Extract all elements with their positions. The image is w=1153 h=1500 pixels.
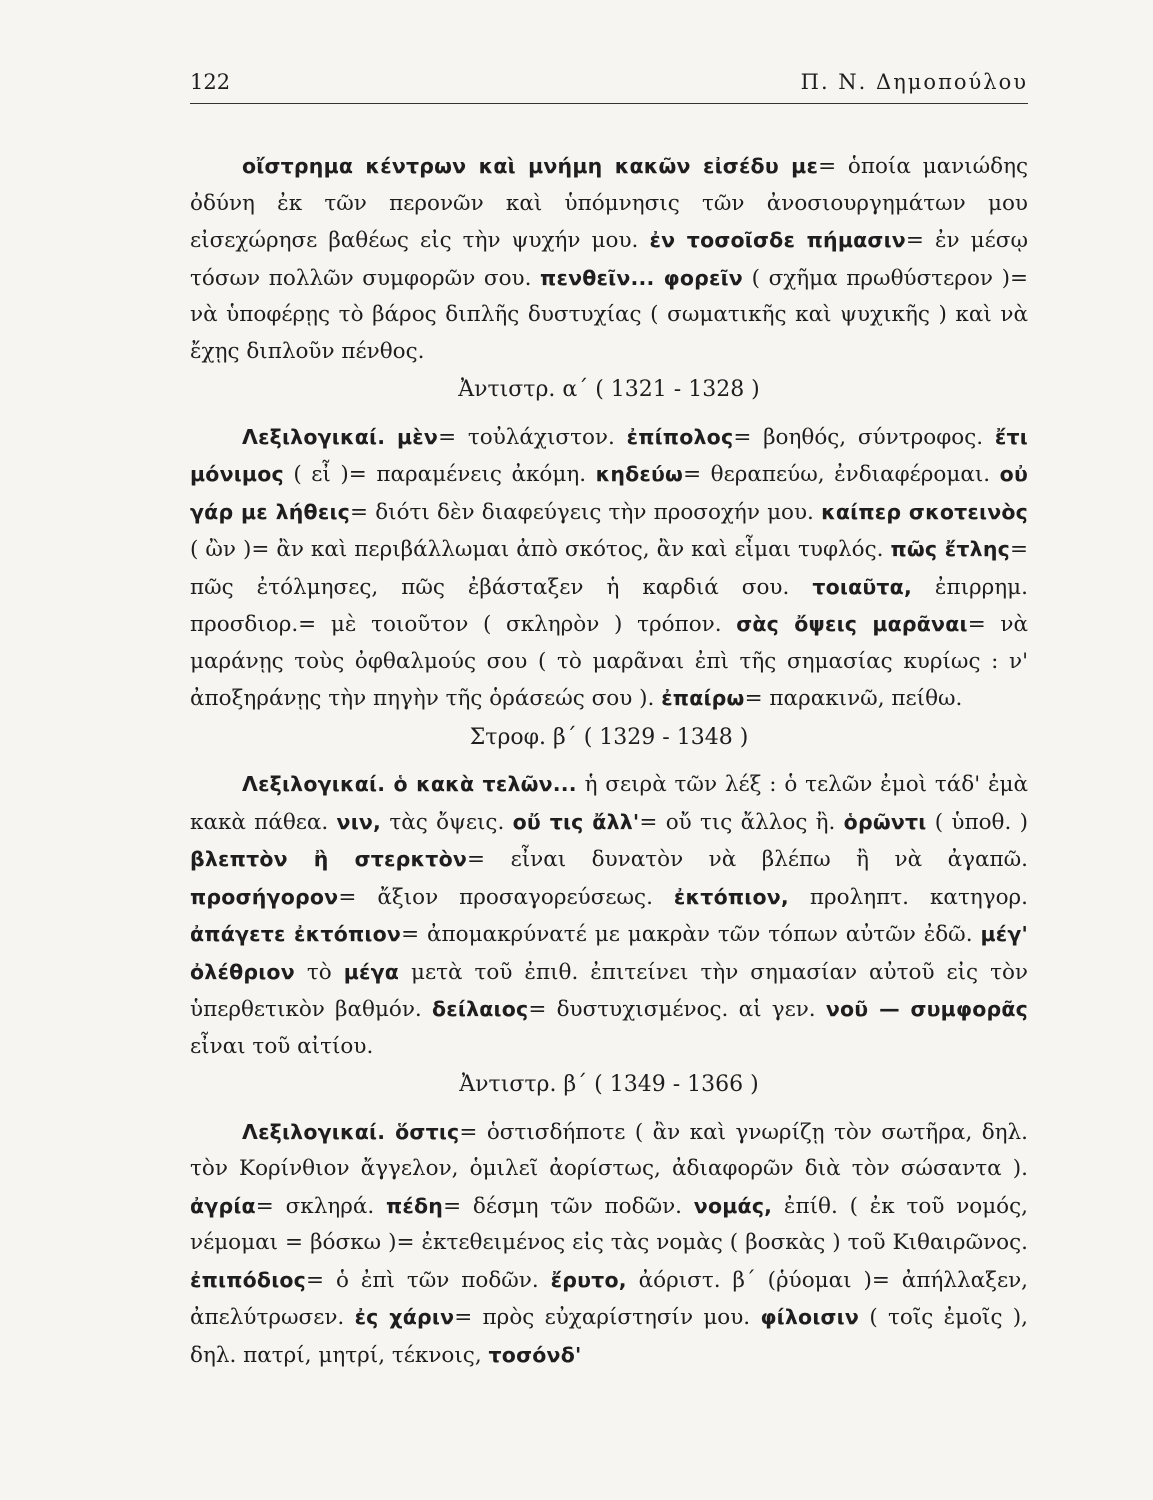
gloss-text: ( σχῆμα πρωθύστερον )= νὰ ὑποφέρῃς τὸ βάρος διπλῆς δυστυχίας ( σωματικῆς καὶ ψυχικῆς ) καὶ νὰ ἔχῃς διπλοῦν πένθος. (190, 265, 1028, 364)
lemma-term: ἐπαίρω (661, 686, 745, 710)
lemma-term: οὐ γάρ με λήθεις (190, 462, 1028, 524)
gloss-text: = ἀπομακρύνατέ με μακρὰν τῶν τόπων αὐτῶν ἐδῶ. (401, 922, 981, 947)
commentary-body (190, 148, 1028, 1374)
lemma-term: μέγα (343, 959, 400, 984)
gloss-text: = ὁ ἐπὶ τῶν ποδῶν. (306, 1267, 551, 1293)
gloss-text: προληπτ. κατηγορ. (788, 884, 1028, 910)
commentary-paragraph (190, 419, 1028, 718)
gloss-text: = ἐν μέσῳ τόσων πολλῶν συμφορῶν σου. (190, 228, 1028, 291)
lemma-term: προσήγορον (190, 884, 339, 909)
lemma-term: ὁρῶντι (843, 809, 927, 834)
gloss-text: ( ὑποθ. ) (926, 809, 1028, 835)
lemma-term: τοιαῦτα, (812, 574, 912, 599)
gloss-text: μετὰ τοῦ ἐπιθ. ἐπιτείνει τὴν σημασίαν αὐτοῦ εἰς τὸν ὑπερθετικὸν βαθμόν. (190, 959, 1028, 1022)
gloss-text: τὰς ὄψεις. (381, 809, 513, 835)
section-heading: Ἀντιστρ. α΄ ( 1321 - 1328 ) (458, 377, 760, 402)
lemma-term: νομάς, (693, 1193, 773, 1218)
lemma-term: μὲν (397, 424, 439, 449)
lemma-term: νοῦ — συμφορᾶς (825, 997, 1029, 1021)
gloss-text: = δυστυχισμένος. αἱ γεν. (528, 997, 826, 1022)
lemma-term: ἔρυτο, (550, 1267, 627, 1292)
commentary-paragraph (190, 766, 1028, 1065)
gloss-text: = οὔ τις ἄλλος ἢ. (639, 809, 844, 835)
gloss-text: ἡ σειρὰ τῶν λέξ : ὁ τελῶν ἐμοὶ τάδ' ἐμὰ κακὰ πάθεα. (190, 772, 1029, 835)
section-heading: Ἀντιστρ. β΄ ( 1349 - 1366 ) (459, 1072, 759, 1097)
gloss-text: = ὁστισδήποτε ( ἂν καὶ γνωρίζῃ τὸν σωτῆρα, δηλ. τὸν Κορίνθιον ἄγγελον, ὁμιλεῖ ἀορίστως, ἀδιαφορῶν διὰ τὸν σώσαντα ). (190, 1119, 1028, 1181)
lemma-term: ἐκτόπιον, (673, 884, 789, 909)
lemma-term: πενθεῖν... φορεῖν (540, 265, 743, 290)
lemma-term: μέγ' ὀλέθριον (190, 922, 1029, 984)
gloss-text: = σκληρά. (255, 1193, 386, 1219)
lemma-term: Λεξιλογικαί. ὁ κακὰ τελῶν... (242, 772, 577, 796)
gloss-text: = πῶς ἐτόλμησες, πῶς ἐβάσταξεν ἡ καρδιά σου. (190, 537, 1028, 600)
lemma-term: ἀγρία (190, 1193, 256, 1218)
gloss-text: ἐπιρρημ. προσδιορ.= μὲ τοιοῦτον ( σκληρὸν ) τρόπον. (190, 574, 1028, 637)
lemma-term: ἐς χάριν (354, 1305, 455, 1329)
gloss-text: = θεραπεύω, ἐνδιαφέρομαι. (683, 462, 1000, 487)
lemma-term: σὰς ὄψεις μαρᾶναι (736, 612, 968, 636)
lemma-term: ἔτι μόνιμος (190, 424, 1028, 486)
gloss-text: = εἶναι δυνατὸν νὰ βλέπω ἢ νὰ ἀγαπῶ. (467, 847, 1028, 872)
gloss-text (385, 425, 397, 450)
lemma-term: φίλοισιν (760, 1305, 860, 1329)
gloss-text: ( εἶ )= παραμένεις ἀκόμη. (283, 462, 596, 487)
lemma-term: Λεξιλογικαί. ὅστις (242, 1119, 460, 1144)
running-head: Π. Ν. Δημοπούλου (800, 70, 1028, 94)
gloss-text: εἶναι τοῦ αἰτίου. (190, 1033, 374, 1059)
page-number: 122 (190, 70, 231, 94)
gloss-text: = βοηθός, σύντροφος. (733, 424, 995, 450)
gloss-text: = νὰ μαράνῃς τοὺς ὀφθαλμούς σου ( τὸ μαρᾶναι ἐπὶ τῆς σημασίας κυρίως : ν' ἀποξηράνῃς τὴν πηγὴν τῆς ὁράσεώς σου ). (190, 612, 1028, 711)
lemma-term: οὔ τις ἄλλ' (512, 809, 640, 834)
page-header (190, 70, 1028, 100)
section-heading: Στροφ. β΄ ( 1329 - 1348 ) (469, 724, 749, 750)
gloss-text: = τοὐλάχιστον. (438, 424, 627, 450)
gloss-text: ἐπίθ. ( ἐκ τοῦ νομός, νέμομαι = βόσκω )= ἐκτεθειμένος εἰς τὰς νομὰς ( βοσκὰς ) τοῦ Κιθαιρῶνος. (190, 1193, 1028, 1255)
gloss-text: = ἄξιον προσαγορεύσεως. (338, 884, 674, 910)
gloss-text: τὸ (294, 959, 344, 985)
lemma-term: Λεξιλογικαί. (242, 424, 386, 449)
lemma-term: νιν, (336, 809, 382, 834)
gloss-text: ( ὢν )= ἂν καὶ περιβάλλωμαι ἀπὸ σκότος, ἂν καὶ εἶμαι τυφλός. (190, 537, 891, 562)
gloss-text: = δέσμη τῶν ποδῶν. (443, 1193, 694, 1219)
lemma-term: οἴστρημα κέντρων καὶ μνήμη κακῶν εἰσέδυ με (242, 154, 819, 178)
lemma-term: βλεπτὸν ἢ στερκτὸν (190, 847, 468, 871)
lemma-term: πέδη (385, 1193, 444, 1218)
lemma-term: καίπερ σκοτεινὸς (821, 499, 1028, 524)
gloss-text: ( τοῖς ἐμοῖς ), δηλ. πατρί, μητρί, τέκνοις, (190, 1305, 1029, 1368)
commentary-paragraph (190, 148, 1028, 370)
gloss-text: ἀόριστ. β΄ (ῥύομαι )= ἀπήλλαξεν, ἀπελύτρωσεν. (190, 1267, 1028, 1330)
gloss-text: = πρὸς εὐχαρίστησίν μου. (454, 1305, 761, 1330)
lemma-term: τοσόνδ' (488, 1342, 582, 1367)
lemma-term: ἐπίπολος (626, 424, 734, 449)
header-rule (190, 103, 1028, 104)
lemma-term: δείλαιος (431, 997, 529, 1021)
gloss-text: = διότι δὲν διαφεύγεις τὴν προσοχήν μου. (350, 499, 822, 525)
commentary-paragraph (190, 1114, 1028, 1375)
lemma-term: ἀπάγετε ἐκτόπιον (190, 922, 402, 946)
gloss-text: = παρακινῶ, πείθω. (744, 686, 963, 711)
lemma-term: κηδεύω (595, 462, 684, 486)
gloss-text: = ὁποία μανιώδης ὀδύνη ἐκ τῶν περονῶν καὶ ὑπόμνησις τῶν ἀνοσιουργημάτων μου εἰσεχώρησε βαθέως εἰς τὴν ψυχήν μου. (190, 154, 1029, 253)
lemma-term: πῶς ἔτλης (890, 537, 1010, 561)
lemma-term: ἐπιπόδιος (190, 1267, 307, 1292)
lemma-term: ἐν τοσοῖσδε πήμασιν (649, 228, 906, 252)
